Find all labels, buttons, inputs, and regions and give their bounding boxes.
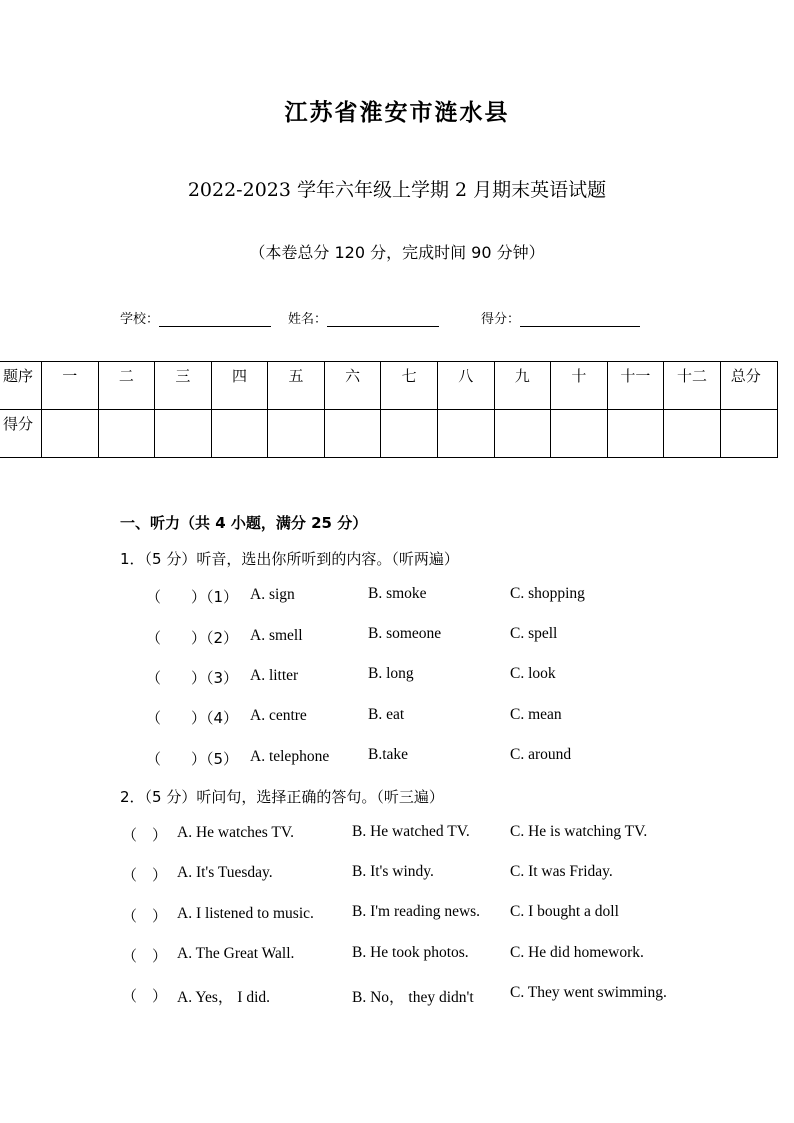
option-a: A. litter xyxy=(250,667,299,684)
score-cell[interactable] xyxy=(551,410,608,458)
header-cell: 十一 xyxy=(607,362,664,410)
name-label: 姓名： xyxy=(288,312,328,327)
header-cell: 一 xyxy=(42,362,99,410)
score-cell[interactable] xyxy=(381,410,438,458)
answer-blank[interactable]: （ ）（2） xyxy=(146,629,239,647)
school-label: 学校： xyxy=(120,312,160,327)
option-b: B. eat xyxy=(368,706,405,723)
score-table-header-row xyxy=(0,362,778,410)
header-cell: 九 xyxy=(494,362,551,410)
name-field xyxy=(288,308,439,327)
answer-blank[interactable]: （ ）（4） xyxy=(146,709,239,727)
school-field xyxy=(120,308,271,327)
question-1-prompt: 1．（5 分）听音，选出你所听到的内容。（听两遍） xyxy=(120,550,459,568)
option-c: C. He did homework. xyxy=(510,944,644,961)
answer-blank[interactable]: （ ）（5） xyxy=(146,750,239,768)
option-b: B. someone xyxy=(368,625,442,642)
option-a: A. centre xyxy=(250,707,307,724)
header-cell: 十 xyxy=(551,362,608,410)
header-cell: 五 xyxy=(268,362,325,410)
option-b: B. He watched TV. xyxy=(352,823,470,840)
answer-blank[interactable]: （ ） xyxy=(122,907,168,925)
option-c: C. I bought a doll xyxy=(510,903,619,920)
option-a: A. He watches TV. xyxy=(177,824,294,841)
name-blank[interactable] xyxy=(327,312,439,327)
option-c: C. They went swimming. xyxy=(510,984,667,1001)
option-c: C. It was Friday. xyxy=(510,863,613,880)
option-a: A. Yes， I did. xyxy=(177,989,271,1006)
option-a: A. It's Tuesday. xyxy=(177,864,273,881)
option-b: B. No， they didn't xyxy=(352,989,474,1006)
score-cell[interactable] xyxy=(155,410,212,458)
option-c: C. shopping xyxy=(510,585,585,602)
score-cell[interactable] xyxy=(720,410,777,458)
option-b: B. He took photos. xyxy=(352,944,469,961)
section-title-listening: 一、听力（共 4 小题，满分 25 分） xyxy=(120,514,368,532)
option-a: A. smell xyxy=(250,627,303,644)
score-cell[interactable] xyxy=(98,410,155,458)
row-label-score: 得分 xyxy=(0,410,42,458)
option-a: A. telephone xyxy=(250,748,330,765)
header-cell: 七 xyxy=(381,362,438,410)
score-cell[interactable] xyxy=(211,410,268,458)
score-cell[interactable] xyxy=(494,410,551,458)
option-c: C. look xyxy=(510,665,556,682)
header-cell: 四 xyxy=(211,362,268,410)
option-a: A. I listened to music. xyxy=(177,905,314,922)
option-c: C. around xyxy=(510,746,572,763)
header-cell: 三 xyxy=(155,362,212,410)
header-cell: 十二 xyxy=(664,362,721,410)
option-b: B.take xyxy=(368,746,409,763)
score-cell[interactable] xyxy=(607,410,664,458)
option-b: B. I'm reading news. xyxy=(352,903,481,920)
school-blank[interactable] xyxy=(159,312,271,327)
exam-subtitle: 2022-2023 学年六年级上学期 2 月期末英语试题 xyxy=(187,179,607,201)
score-table xyxy=(0,361,778,458)
score-cell[interactable] xyxy=(42,410,99,458)
answer-blank[interactable]: （ ） xyxy=(122,826,168,844)
answer-blank[interactable]: （ ） xyxy=(122,987,168,1005)
score-table-score-row xyxy=(0,410,778,458)
row-label-order: 题序 xyxy=(0,362,42,410)
score-field xyxy=(481,308,640,327)
score-label: 得分： xyxy=(481,312,521,327)
score-blank[interactable] xyxy=(520,312,640,327)
answer-blank[interactable]: （ ）（1） xyxy=(146,588,239,606)
document-title: 江苏省淮安市涟水县 xyxy=(284,99,510,126)
exam-note: （本卷总分 120 分，完成时间 90 分钟） xyxy=(249,243,545,262)
option-b: B. smoke xyxy=(368,585,427,602)
option-c: C. mean xyxy=(510,706,562,723)
option-a: A. The Great Wall. xyxy=(177,945,295,962)
score-cell[interactable] xyxy=(268,410,325,458)
header-cell: 总分 xyxy=(720,362,777,410)
header-cell: 六 xyxy=(324,362,381,410)
score-cell[interactable] xyxy=(437,410,494,458)
option-a: A. sign xyxy=(250,586,295,603)
answer-blank[interactable]: （ ） xyxy=(122,947,168,965)
score-cell[interactable] xyxy=(664,410,721,458)
header-cell: 八 xyxy=(437,362,494,410)
option-b: B. long xyxy=(368,665,414,682)
option-c: C. He is watching TV. xyxy=(510,823,648,840)
header-cell: 二 xyxy=(98,362,155,410)
question-2-prompt: 2．（5 分）听问句，选择正确的答句。（听三遍） xyxy=(120,788,444,806)
option-b: B. It's windy. xyxy=(352,863,434,880)
option-c: C. spell xyxy=(510,625,558,642)
answer-blank[interactable]: （ ）（3） xyxy=(146,669,239,687)
score-cell[interactable] xyxy=(324,410,381,458)
answer-blank[interactable]: （ ） xyxy=(122,866,168,884)
